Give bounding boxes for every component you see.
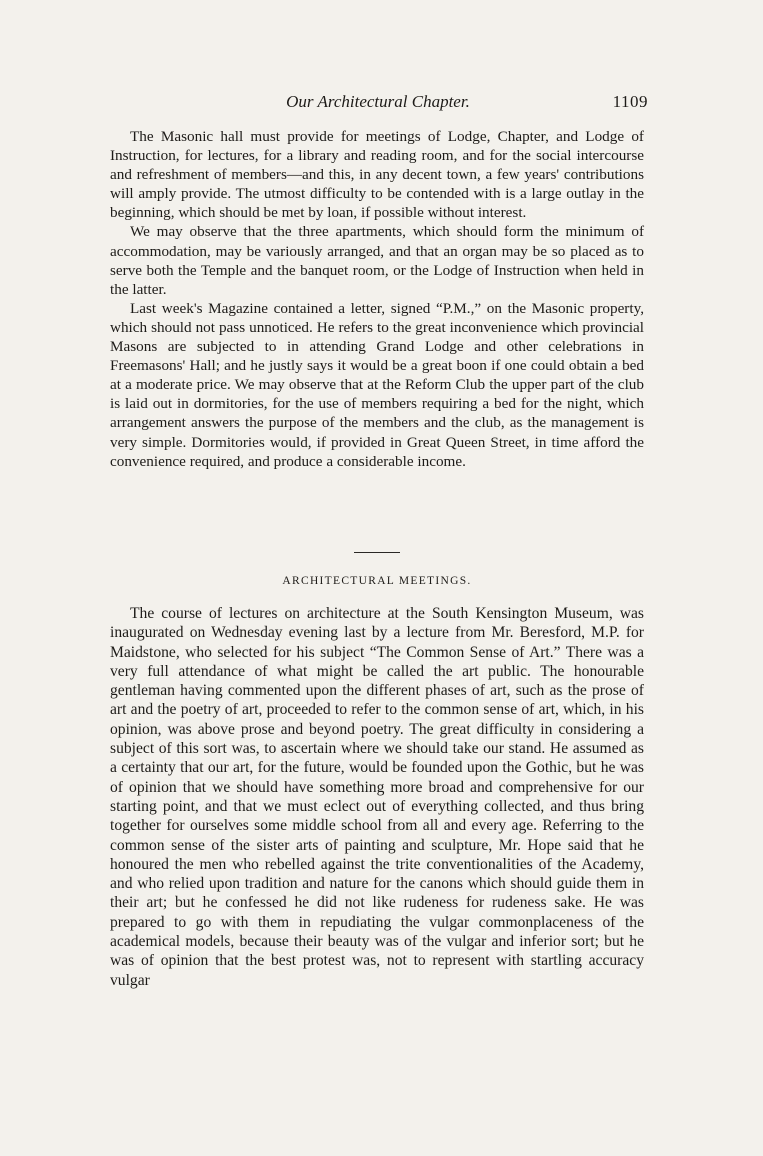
paragraph-magazine-letter: Last week's Magazine contained a letter, signed “P.M.,” on the Masonic property, which should not pass unnoticed. He refers to the great inconvenience which provincial Masons are subjected to in attending Grand Lodge and other celebrations in Freemasons' Hall; and he justly says it would be a great boon if one could obtain a bed at a moderate price. We may observe that at the Reform Club the upper part of the club is laid out in dormitories, for the use of members requiring a bed for the night, which arrangement answers the purpose of the members and the club, as the management is very simple. Dormitories would, if provided in Great Queen Street, in time afford the convenience required, and produce a considerable income. — [110, 299, 644, 470]
paragraph-apartments: We may observe that the three apartments, which should form the minimum of accommodation, may be variously arranged, and that an organ may be so placed as to serve both the Temple and the banquet room, or the Lodge of Instruction when held in the latter. — [110, 223, 644, 298]
article-body — [110, 127, 644, 471]
section-architectural-meetings — [110, 575, 644, 990]
section-divider — [354, 552, 400, 553]
running-title: Our Architectural Chapter. — [286, 92, 470, 111]
page-number: 1109 — [612, 92, 648, 111]
paragraph-lectures: The course of lectures on architecture at the South Kensington Museum, was inaugurated on Wednesday evening last by a lecture from Mr. Beresford, M.P. for Maidstone, who selected for his subject “The Common Sense of Art.” There was a very full attendance of what might be called the art public. The honourable gentleman having commented upon the different phases of art, such as the prose of art and the poetry of art, proceeded to refer to the common sense of art, which, in his opinion, was above prose and beyond poetry. The great difficulty in considering a subject of this sort was, to ascertain where we should take our stand. He assumed as a certainty that our art, for the future, would be founded upon the Gothic, but he was of opinion that we should have something more broad and comprehensive for our starting point, and that we must eclect out of everything collected, and thus bring together for ourselves some middle school from all and every age. Referring to the common sense of the sister arts of painting and sculpture, Mr. Hope said that he honoured the men who rebelled against the trite conventionalities of the Academy, and who relied upon tradition and nature for the canons which should guide them in their art; but he confessed he did not like rudeness for rudeness sake. He was prepared to go with them in repudiating the vulgar commonplaceness of the academical models, because their beauty was of the vulgar and inferior sort; but he was of opinion that the best protest was, not to represent with startling accuracy vulgar — [110, 605, 644, 989]
section-heading: ARCHITECTURAL MEETINGS. — [282, 575, 472, 587]
running-header — [108, 92, 648, 116]
paragraph-masonic-hall: The Masonic hall must provide for meetings of Lodge, Chapter, and Lodge of Instruction, for lectures, for a library and reading room, and for the social intercourse and refreshment of members—and this, in any decent town, a few years' contributions will amply provide. The utmost difficulty to be contended with is a large outlay in the beginning, which should be met by loan, if possible without interest. — [110, 128, 644, 222]
